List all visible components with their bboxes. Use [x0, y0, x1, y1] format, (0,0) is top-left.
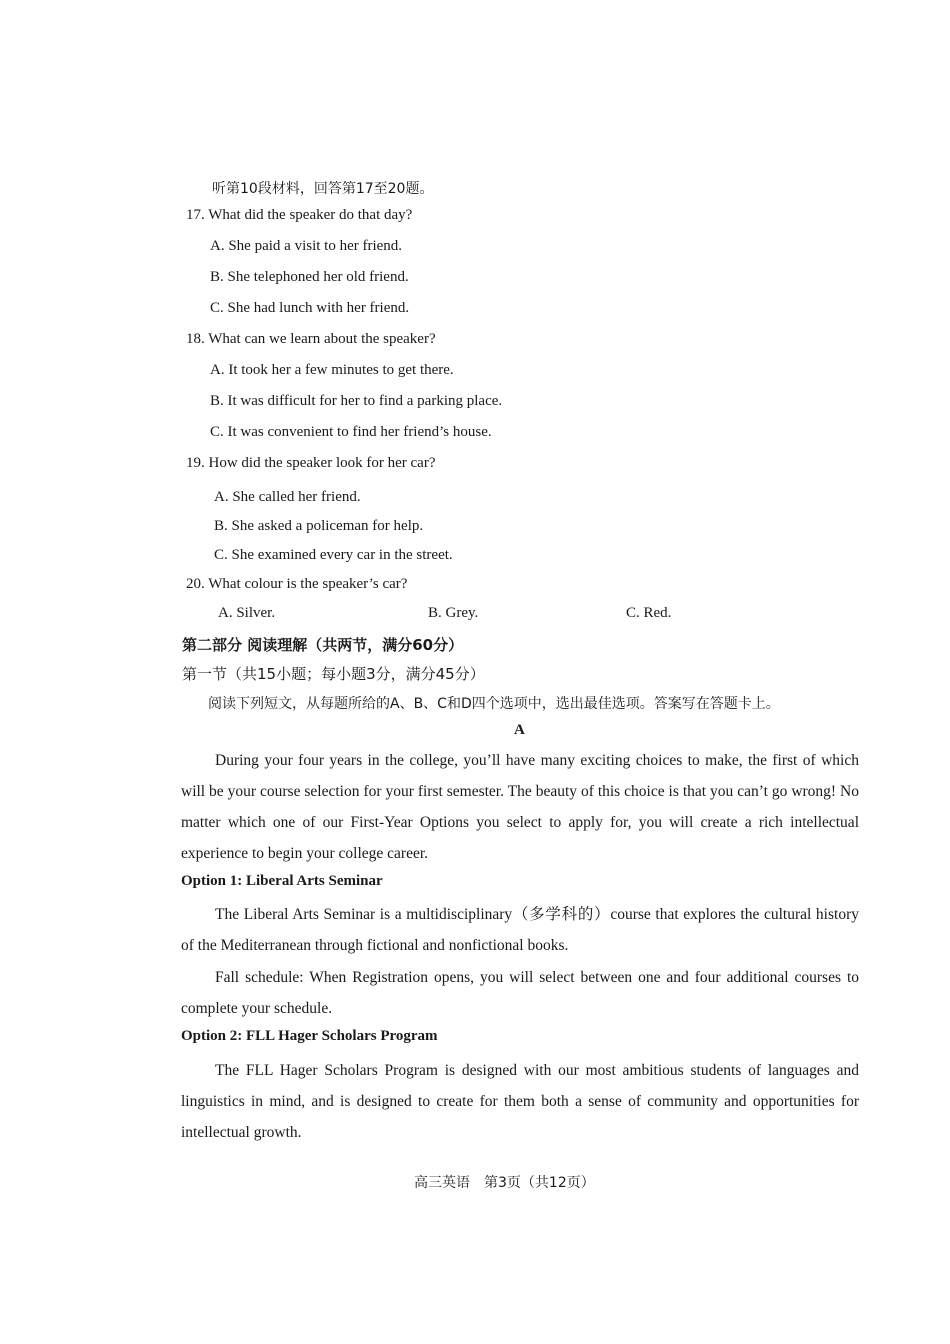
question-19-option-c: C. She examined every car in the street.	[214, 547, 453, 563]
question-17-option-a: A. She paid a visit to her friend.	[210, 238, 403, 254]
option-2-description: The FLL Hager Scholars Program is designed with our most ambitious students of languages and linguistics in mind, and is designed to create for them both a sense of community and opportunities for intellectual growth.	[181, 1062, 859, 1141]
question-18-option-b: B. It was difficult for her to find a parking place.	[210, 393, 503, 409]
question-20-option-b: B. Grey.	[428, 605, 479, 621]
passage-intro: During your four years in the college, you’ll have many exciting choices to make, the first of which will be your course selection for your first semester. The beauty of this choice is that you can’t go wrong! No matter which one of our First-Year Options you select to apply for, you will create a rich intellectual experience to begin your college career.	[181, 752, 859, 862]
question-20-option-a: A. Silver.	[218, 605, 276, 621]
question-17-stem: 17. What did the speaker do that day?	[186, 207, 413, 223]
reading-instruction: 阅读下列短文，从每题所给的A、B、C和D四个选项中，选出最佳选项。答案写在答题卡上。	[208, 696, 780, 712]
option-2-heading: Option 2: FLL Hager Scholars Program	[181, 1028, 438, 1044]
question-19-option-b: B. She asked a policeman for help.	[214, 518, 424, 534]
question-20-option-c: C. Red.	[626, 605, 672, 621]
question-20-stem: 20. What colour is the speaker’s car?	[186, 576, 408, 592]
part-two-title: 第二部分 阅读理解（共两节，满分60分）	[182, 636, 464, 654]
question-18-option-a: A. It took her a few minutes to get there.	[210, 362, 454, 378]
question-18-stem: 18. What can we learn about the speaker?	[186, 331, 436, 347]
section-one-title: 第一节（共15小题；每小题3分，满分45分）	[182, 665, 485, 683]
question-17-option-b: B. She telephoned her old friend.	[210, 269, 409, 285]
question-17-option-c: C. She had lunch with her friend.	[210, 300, 410, 316]
question-18-option-c: C. It was convenient to find her friend’s house.	[210, 424, 492, 440]
question-19-stem: 19. How did the speaker look for her car?	[186, 455, 436, 471]
passage-label: A	[514, 722, 525, 738]
option-1-schedule: Fall schedule: When Registration opens, you will select between one and four additional courses to complete your schedule.	[181, 969, 859, 1017]
option-1-heading: Option 1: Liberal Arts Seminar	[181, 873, 383, 889]
option-1-description: The Liberal Arts Seminar is a multidisciplinary（多学科的）course that explores the cultural history of the Mediterranean through fictional and nonfictional books.	[181, 906, 859, 954]
question-19-option-a: A. She called her friend.	[214, 489, 361, 505]
listening-instruction: 听第10段材料，回答第17至20题。	[212, 181, 434, 197]
page-footer: 高三英语 第3页（共12页）	[414, 1175, 595, 1191]
